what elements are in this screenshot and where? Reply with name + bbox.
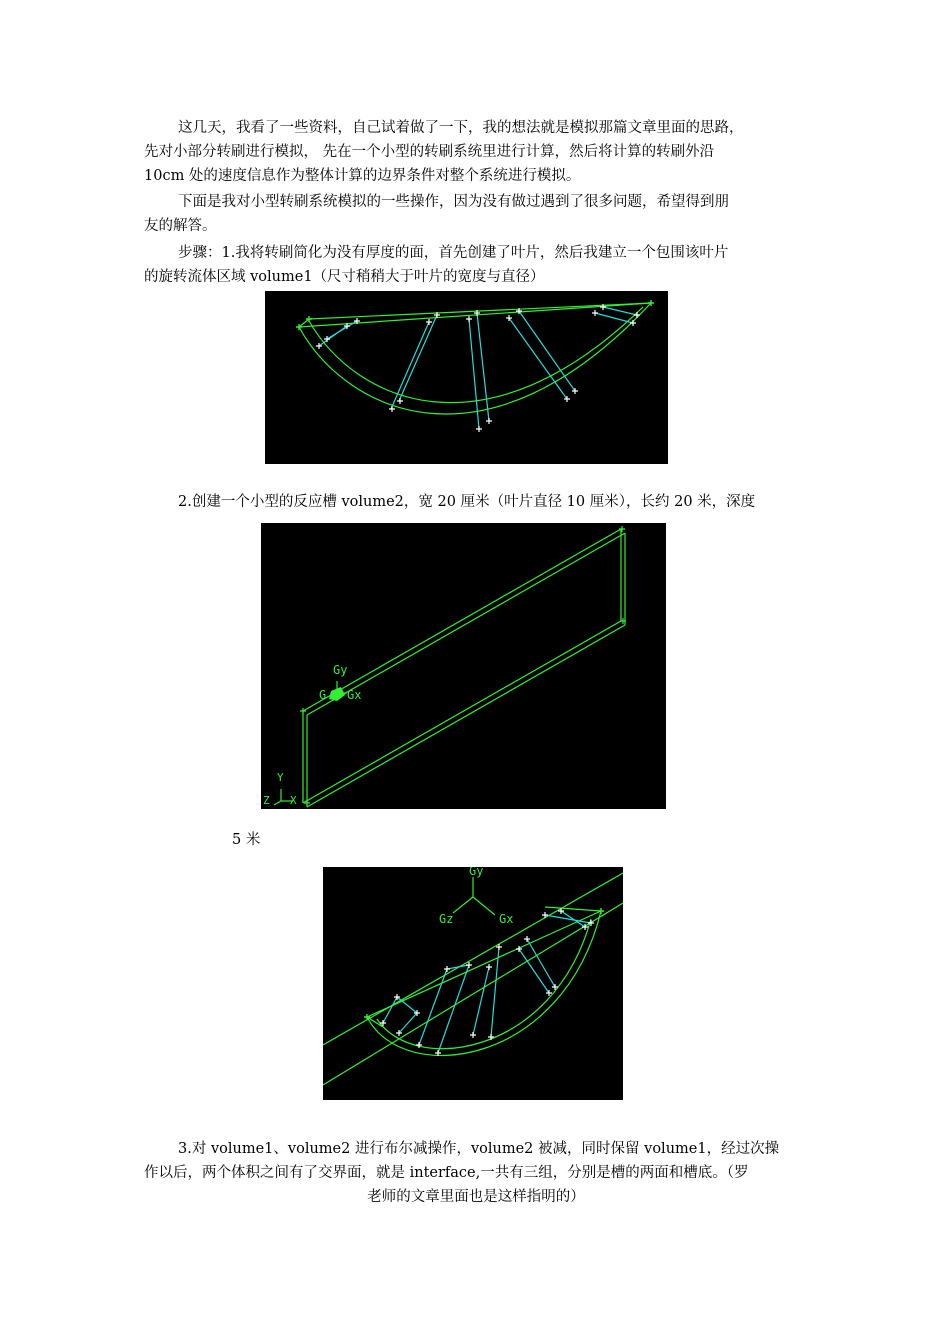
text-line: 的旋转流体区域 volume1（尺寸稍稍大于叶片的宽度与直径） [144, 269, 545, 285]
text-line: 作以后，两个体积之间有了交界面，就是 interface,一共有三组，分别是槽的两面和槽底。（罗 [144, 1165, 749, 1181]
axis-label-gx: Gx [499, 912, 514, 926]
text-line: 下面是我对小型转刷系统模拟的一些操作，因为没有做过遇到了很多问题，希望得到朋 [178, 194, 729, 210]
paragraph-operations [144, 190, 808, 238]
text-line: 5 米 [232, 832, 261, 848]
text-line: 先对小部分转刷进行模拟， 先在一个小型的转刷系统里进行计算，然后将计算的转刷外沿 [144, 144, 715, 160]
paragraph-step1 [144, 241, 808, 289]
axis-label-gz: Gz [439, 912, 454, 926]
text-line: 3.对 volume1、volume2 进行布尔减操作，volume2 被减，同时保留 volume1，经过次操 [178, 1141, 780, 1157]
axis-label-z: Z [263, 794, 270, 807]
text-line: 10cm 处的速度信息作为整体计算的边界条件对整个系统进行模拟。 [144, 168, 581, 184]
text-line: 这几天，我看了一些资料，自己试着做了一下，我的想法就是模拟那篇文章里面的思路， [178, 120, 744, 136]
text-line: 2.创建一个小型的反应槽 volume2，宽 20 厘米（叶片直径 10 厘米），长约 20 米，深度 [178, 494, 756, 510]
axis-label-gx: Gx [347, 688, 362, 702]
paragraph-intro [144, 116, 808, 188]
figure-combined-drawing [323, 867, 623, 1100]
paragraph-depth-continued [232, 828, 432, 852]
text-line: 老师的文章里面也是这样指明的） [367, 1189, 585, 1205]
text-line: 步骤：1.我将转刷简化为没有厚度的面，首先创建了叶片，然后我建立一个包围该叶片 [178, 245, 729, 261]
figure-volume1 [265, 291, 668, 464]
paragraph-step3 [144, 1137, 808, 1209]
figure-combined [323, 867, 623, 1100]
figure-volume1-drawing [265, 291, 668, 464]
paragraph-step2 [144, 490, 808, 514]
axis-label-x: X [290, 794, 297, 807]
axis-label-gy: Gy [469, 867, 484, 878]
axis-label-gz: G [319, 688, 327, 702]
axis-label-gy: Gy [333, 663, 348, 677]
figure-volume2-drawing [261, 523, 666, 809]
text-line: 友的解答。 [144, 218, 217, 234]
figure-volume2 [261, 523, 666, 809]
axis-label-y: Y [277, 771, 284, 784]
